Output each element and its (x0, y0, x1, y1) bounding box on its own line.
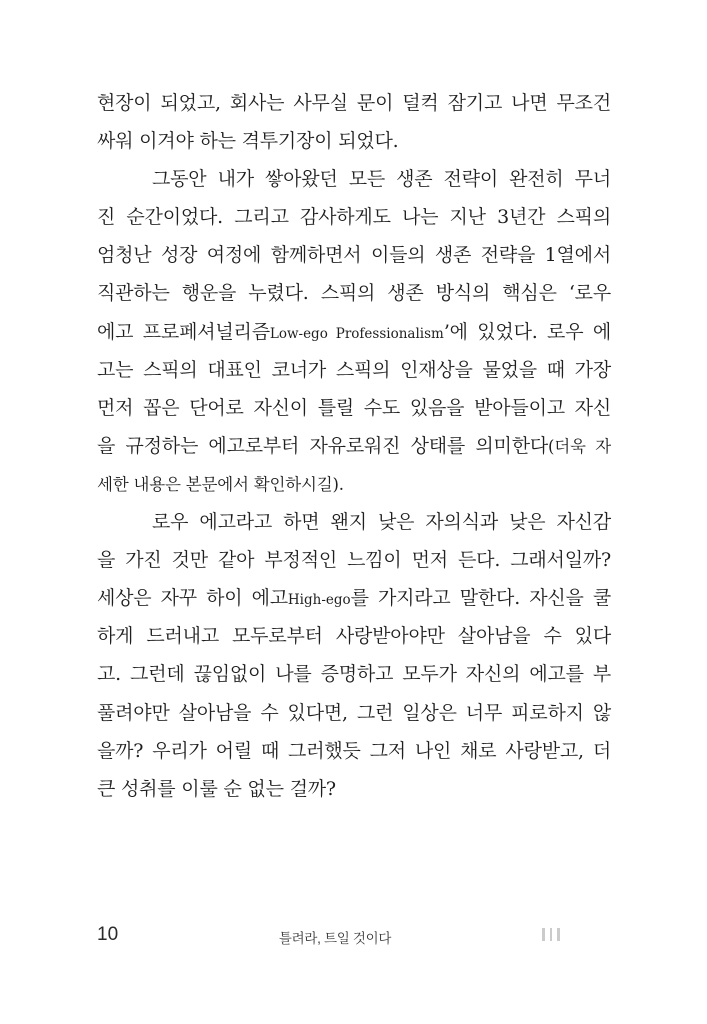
text-line (97, 655, 611, 693)
text-segment: 직관하는 행운을 누렸다. 스픽의 생존 방식의 핵심은 ‘로우 (97, 282, 611, 305)
page-number: 10 (97, 924, 119, 945)
three-vertical-bars-icon[interactable] (542, 928, 560, 941)
text-line (97, 160, 611, 198)
text-line (97, 732, 611, 770)
text-segment: 를 가지라고 말한다. 자신을 쿨 (350, 587, 611, 610)
text-segment: ’에 있었다. 로우 에 (443, 320, 611, 343)
text-line (97, 579, 611, 617)
text-segment: 고는 스픽의 대표인 코너가 스픽의 인재상을 물었을 때 가장 (97, 358, 611, 381)
text-segment: 을 가진 것만 같아 부정적인 느낌이 먼저 든다. 그래서일까? (97, 549, 611, 572)
text-segment: 세한 내용은 본문에서 확인하시길). (97, 474, 344, 494)
body-text (97, 84, 611, 808)
text-segment: 로우 에고라고 하면 왠지 낮은 자의식과 낮은 자신감 (152, 511, 611, 534)
text-line (97, 770, 611, 808)
text-segment: 먼저 꼽은 단어로 자신이 틀릴 수도 있음을 받아들이고 자신 (97, 396, 611, 419)
text-line (97, 313, 611, 351)
text-line (97, 274, 611, 312)
text-line (97, 541, 611, 579)
text-segment: 고. 그런데 끊임없이 나를 증명하고 모두가 자신의 에고를 부 (97, 663, 611, 686)
text-line (97, 198, 611, 236)
text-line (97, 617, 611, 655)
text-segment: 을 규정하는 에고로부터 자유로워진 상태를 의미한다 (97, 434, 549, 457)
text-segment: (더욱 자 (548, 436, 611, 456)
text-segment: 을까? 우리가 어릴 때 그러했듯 그저 나인 채로 사랑받고, 더 (97, 739, 611, 762)
text-segment: 그동안 내가 쌓아왔던 모든 생존 전략이 완전히 무너 (152, 168, 611, 191)
text-segment: 하게 드러내고 모두로부터 사랑받아야만 살아남을 수 있다 (97, 625, 611, 648)
text-segment: 엄청난 성장 여정에 함께하면서 이들의 생존 전략을 1열에서 (97, 244, 611, 267)
text-line (97, 465, 611, 503)
inline-english-annotation: High-ego (287, 592, 351, 609)
text-segment: 현장이 되었고, 회사는 사무실 문이 덜컥 잠기고 나면 무조건 (97, 92, 611, 114)
text-line (97, 84, 611, 122)
text-segment: 큰 성취를 이룰 순 없는 걸까? (97, 777, 336, 800)
text-segment: 풀려야만 살아남을 수 있다면, 그런 일상은 너무 피로하지 않 (97, 701, 611, 724)
text-segment: 싸워 이겨야 하는 격투기장이 되었다. (97, 130, 399, 153)
text-line (97, 236, 611, 274)
text-line (97, 351, 611, 389)
running-book-title: 틀려라, 트일 것이다 (278, 931, 392, 946)
text-line (97, 427, 611, 465)
text-segment: 세상은 자꾸 하이 에고 (97, 587, 288, 610)
page-footer (0, 920, 707, 950)
text-segment: 진 순간이었다. 그리고 감사하게도 나는 지난 3년간 스픽의 (97, 206, 611, 229)
text-line (97, 122, 611, 160)
text-segment: 에고 프로페셔널리즘 (97, 320, 270, 343)
inline-english-annotation: Low-ego Professionalism (269, 325, 444, 342)
text-line (97, 389, 611, 427)
text-line (97, 694, 611, 732)
text-line (97, 503, 611, 541)
